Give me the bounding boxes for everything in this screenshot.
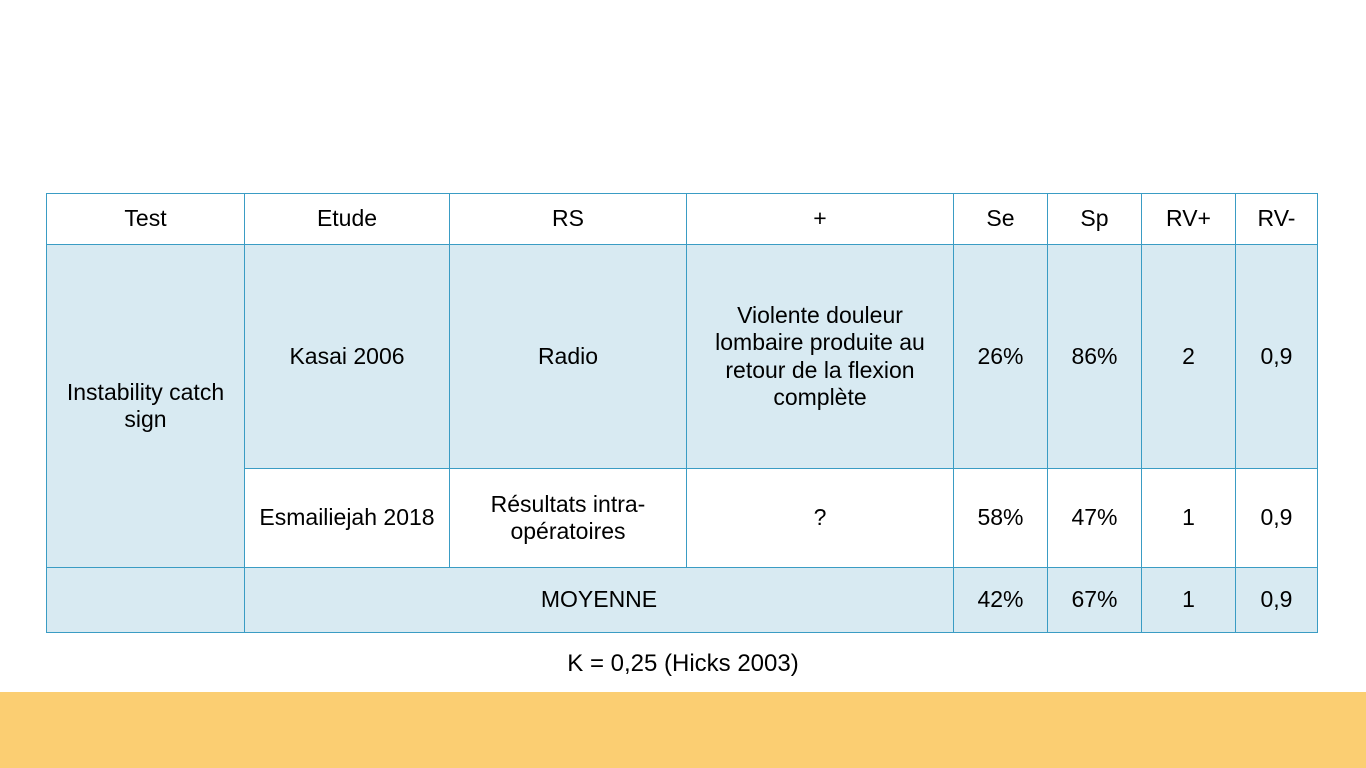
- cell-average-se: 42%: [954, 568, 1048, 633]
- cell-rs: Résultats intra-opératoires: [450, 469, 687, 568]
- column-header-se: Se: [954, 194, 1048, 245]
- results-table-container: [46, 193, 1317, 633]
- column-header-sp: Sp: [1048, 194, 1142, 245]
- cell-average-spacer: [47, 568, 245, 633]
- column-header-plus: +: [687, 194, 954, 245]
- column-header-etude: Etude: [245, 194, 450, 245]
- cell-test-name: Instability catch sign: [47, 245, 245, 568]
- cell-etude: Kasai 2006: [245, 245, 450, 469]
- diagnostic-accuracy-table: [46, 193, 1318, 633]
- bottom-accent-band: [0, 692, 1366, 768]
- cell-average-label: MOYENNE: [245, 568, 954, 633]
- cell-se: 26%: [954, 245, 1048, 469]
- table-header-row: [47, 194, 1318, 245]
- cell-average-rv-minus: 0,9: [1236, 568, 1318, 633]
- cell-average-sp: 67%: [1048, 568, 1142, 633]
- cell-rv-plus: 1: [1142, 469, 1236, 568]
- column-header-rs: RS: [450, 194, 687, 245]
- kappa-footnote: K = 0,25 (Hicks 2003): [567, 650, 799, 677]
- cell-rs: Radio: [450, 245, 687, 469]
- cell-rv-minus: 0,9: [1236, 245, 1318, 469]
- column-header-test: Test: [47, 194, 245, 245]
- cell-etude: Esmailiejah 2018: [245, 469, 450, 568]
- cell-sp: 47%: [1048, 469, 1142, 568]
- column-header-rv-minus: RV-: [1236, 194, 1318, 245]
- table-row-average: [47, 568, 1318, 633]
- cell-positive-criterion: Violente douleur lombaire produite au retour de la flexion complète: [687, 245, 954, 469]
- cell-average-rv-plus: 1: [1142, 568, 1236, 633]
- cell-sp: 86%: [1048, 245, 1142, 469]
- cell-se: 58%: [954, 469, 1048, 568]
- cell-rv-plus: 2: [1142, 245, 1236, 469]
- cell-rv-minus: 0,9: [1236, 469, 1318, 568]
- table-row: [47, 245, 1318, 469]
- column-header-rv-plus: RV+: [1142, 194, 1236, 245]
- cell-positive-criterion: ?: [687, 469, 954, 568]
